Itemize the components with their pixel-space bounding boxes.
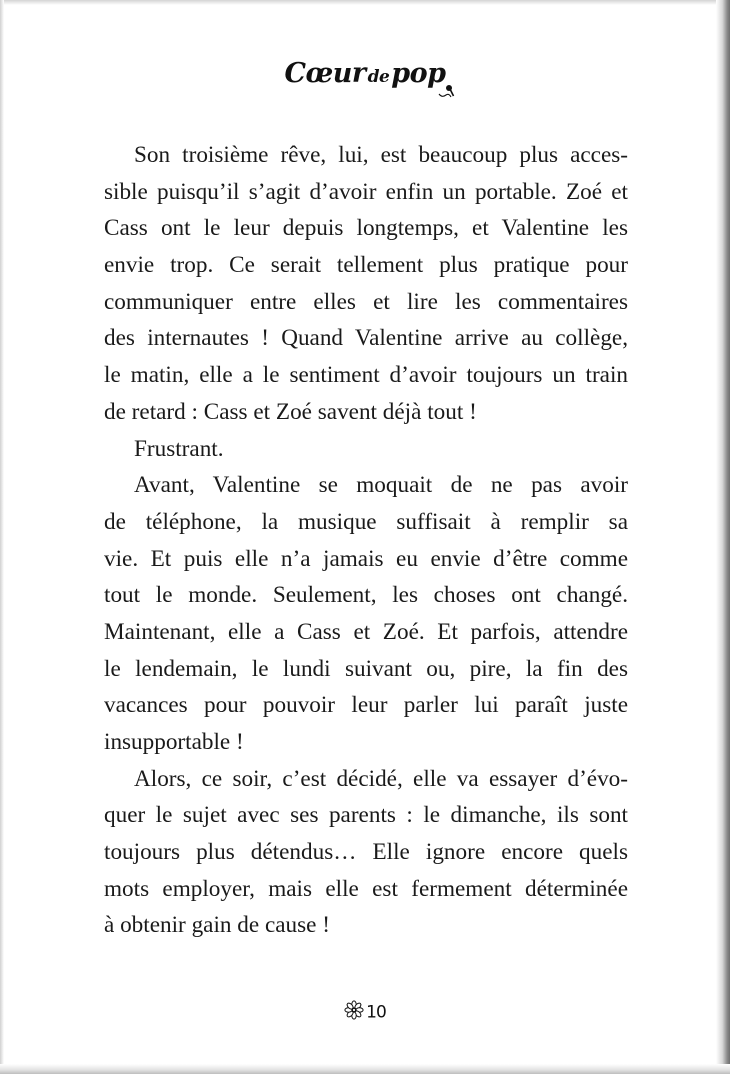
page-shadow-top [0,0,730,5]
text-line: Cass ont le leur depuis longtemps, et Valentine les [104,215,628,242]
text-line: Frustrant. [134,435,224,462]
text-line: Alors, ce soir, c’est décidé, elle va essayer d’évo- [134,765,628,792]
text-line: tout le monde. Seulement, les choses ont changé. [104,582,628,609]
text-line: le matin, elle a le sentiment d’avoir toujours un train [104,362,628,389]
logo-word-de: de [367,67,390,87]
page-shadow-bottom [0,1064,730,1074]
text-line: vie. Et puis elle n’a jamais eu envie d’être comme [104,545,628,572]
text-line: mots employer, mais elle est fermement déterminée [104,875,628,902]
text-line: quer le sujet avec ses parents : le dimanche, ils sont [104,802,628,829]
text-line: Avant, Valentine se moquait de ne pas avoir [134,472,628,499]
text-line: toujours plus détendus… Elle ignore encore quels [104,839,628,866]
text-line: à obtenir gain de cause ! [104,912,330,939]
text-line: Maintenant, elle a Cass et Zoé. Et parfois, attendre [104,618,628,645]
text-line: insupportable ! [104,729,244,755]
text-line: le lendemain, le lundi suivant ou, pire, la fin des [104,655,628,682]
text-line: vacances pour pouvoir leur parler lui paraît juste [104,692,628,719]
microphone-icon [438,84,456,100]
text-line: des internautes ! Quand Valentine arrive au collège, [104,325,628,352]
text-line: de retard : Cass et Zoé savent déjà tout ! [104,398,477,425]
text-line: envie trop. Ce serait tellement plus pratique pour [104,252,628,279]
logo-word-coeur: Cœur [284,58,366,89]
text-line: sible puisqu’il s’agit d’avoir enfin un portable. Zoé et [104,178,628,205]
text-line: communiquer entre elles et lire les commentaires [104,288,628,315]
logo-word-pop: pop [391,58,446,89]
page-number: 10 [366,1002,386,1023]
page-shadow-left [0,0,4,1074]
flower-icon [344,1000,364,1025]
text-line: de téléphone, la musique suffisait à remplir sa [104,508,628,535]
page-shadow-right [716,0,730,1074]
body-text [104,137,628,944]
text-line: Son troisième rêve, lui, est beaucoup plus acces- [134,142,628,168]
running-header [0,58,730,89]
page-footer [0,1000,730,1025]
series-logo [284,58,445,89]
